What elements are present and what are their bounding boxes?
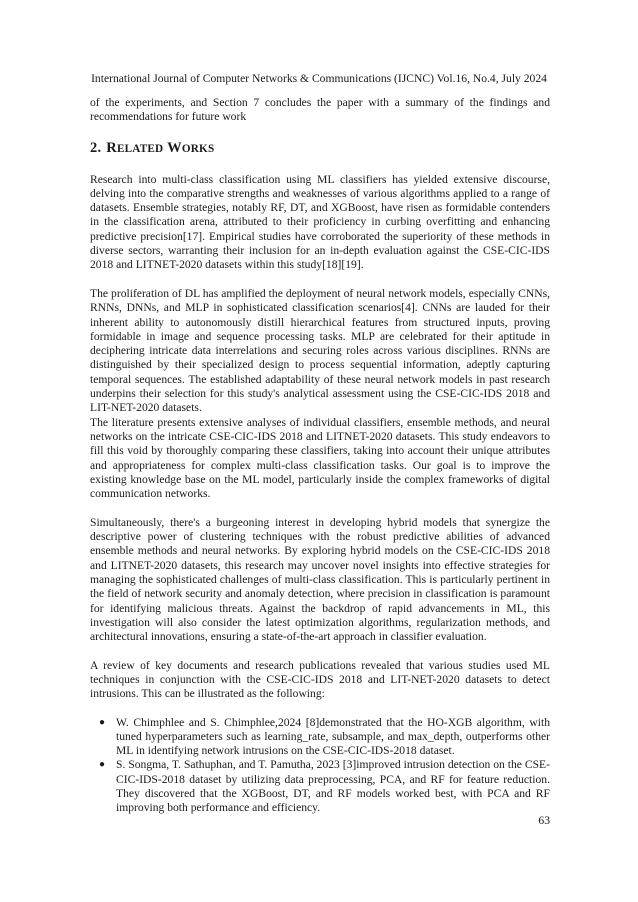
paragraph-deep-learning: The proliferation of DL has amplified the deployment of neural network models, especially CNNs, RNNs, DNNs, and MLP in sophisticated classification scenarios[4]. CNNs are lauded for their inherent ability to autonomously distill hierarchical features from structured inputs, proving formidable in image and sequence processing tasks. MLP are celebrated for their aptitude in deciphering intricate data interrelations and securing roles across various disciplines. RNNs are distinguished by their specialized design to process sequential information, adeptly capturing temporal sequences. The established adaptability of these neural network models in past research underpins their selection for this study's analytical assessment using the CSE-CIC-IDS 2018 and LIT-NET-2020 datasets.: [90, 286, 550, 415]
paragraph-ensemble: Research into multi-class classification using ML classifiers has yielded extensive discourse, delving into the comparative strengths and weaknesses of various algorithms applied to a range of datasets. Ensemble strategies, notably RF, DT, and XGBoost, have risen as formidable contenders in the classification arena, attributed to their proficiency in curbing overfitting and enhancing predictive precision[17]. Empirical studies have corroborated the superiority of these methods in diverse sectors, warranting their inclusion for an in-depth evaluation against the CSE-CIC-IDS 2018 and LITNET-2020 datasets within this study[18][19].: [90, 172, 550, 272]
list-item-text: W. Chimphlee and S. Chimphlee,2024 [8]demonstrated that the HO-XGB algorithm, with tuned hyperparameters such as learning_rate, subsample, and max_depth, outperforms other ML in identifying network intrusions on the CSE-CIC-IDS-2018 dataset.: [116, 715, 550, 758]
paragraph-hybrid: Simultaneously, there's a burgeoning interest in developing hybrid models that synergize the descriptive power of clustering techniques with the robust predictive abilities of advanced ensemble methods and neural networks. By exploring hybrid models on the CSE-CIC-IDS 2018 and LITNET-2020 datasets, this research may uncover novel insights into effective strategies for managing the sophisticated challenges of multi-class classification. This is particularly pertinent in the field of network security and anomaly detection, where precision in classification is paramount for identifying malicious threats. Against the backdrop of rapid advancements in ML, this investigation will also consider the latest optimization algorithms, regularization methods, and architectural innovations, ensuring a state-of-the-art approach in classifier evaluation.: [90, 515, 550, 644]
page-content: [90, 96, 550, 816]
paragraph-literature: The literature presents extensive analyses of individual classifiers, ensemble methods, and neural networks on the intricate CSE-CIC-IDS 2018 and LITNET-2020 datasets. This study endeavors to fill this void by thoroughly comparing these classifiers, taking into account their unique attributes and appropriateness for complex multi-class classification tasks. Our goal is to improve the existing knowledge base on the ML model, particularly inside the complex frameworks of digital communication networks.: [90, 415, 550, 501]
page-number: 63: [538, 814, 550, 827]
list-item: [99, 758, 550, 815]
list-item-text: S. Songma, T. Sathuphan, and T. Pamutha, 2023 [3]improved intrusion detection on the CSE-CIC-IDS-2018 dataset by utilizing data preprocessing, PCA, and RF for feature reduction. They discovered that the XGBoost, DT, and RF models worked best, with PCA and RF improving both performance and efficiency.: [116, 758, 550, 815]
list-item: [99, 715, 550, 759]
intro-tail-paragraph: of the experiments, and Section 7 concludes the paper with a summary of the findings and recommendations for future work: [90, 96, 550, 124]
related-works-list: [90, 716, 550, 816]
section-title-elated: ELATED: [116, 142, 164, 155]
section-title-initial-w: W: [167, 139, 182, 156]
section-heading: [90, 139, 550, 158]
bullet-icon: ●: [99, 759, 106, 771]
bullet-icon: ●: [99, 716, 106, 728]
running-header: International Journal of Computer Networks & Communications (IJCNC) Vol.16, No.4, July 2024: [91, 72, 547, 85]
section-title-initial-r: R: [106, 139, 117, 156]
section-number: 2.: [90, 139, 102, 156]
paragraph-review: A review of key documents and research publications revealed that various studies used ML techniques in conjunction with the CSE-CIC-IDS 2018 and LIT-NET-2020 datasets to detect intrusions. This can be illustrated as the following:: [90, 658, 550, 701]
section-title-orks: ORKS: [181, 142, 215, 155]
